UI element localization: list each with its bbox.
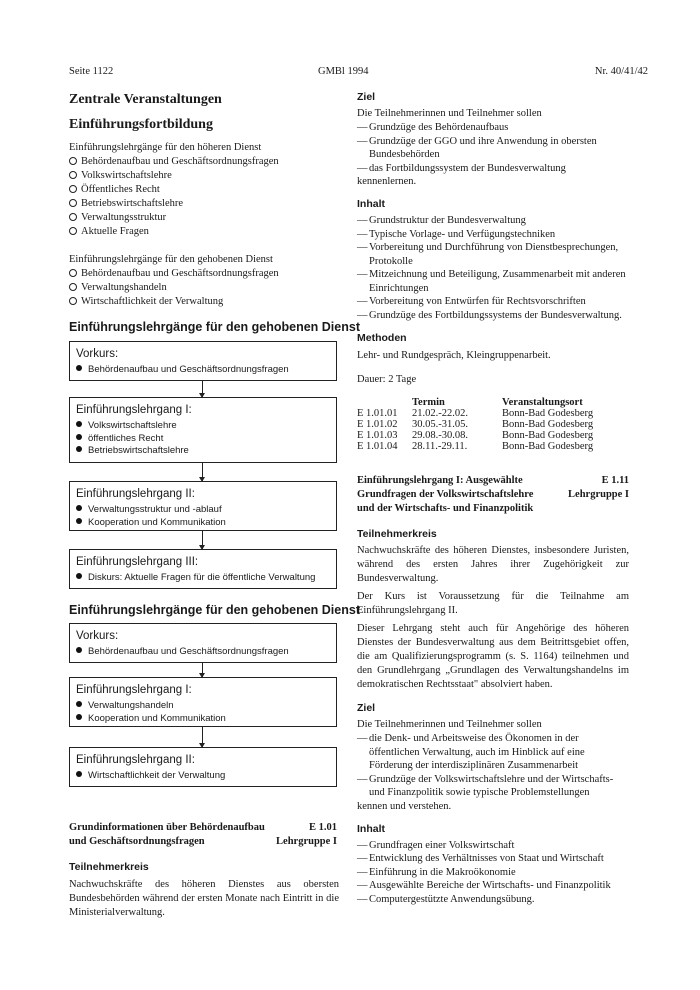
list-item: — Computergestützte Anwendungsübung. [357, 893, 629, 907]
list-item: — die Denk- und Arbeitsweise des Ökonomen in der öffentlichen Verwaltung, auch im Hinblick auf eine Förderung der interdisziplinären Zusammenarbeit [357, 732, 629, 773]
teilnehmer-heading: Teilnehmerkreis [69, 861, 149, 873]
flow-box-title: Einführungslehrgang I: [76, 684, 192, 696]
termine-row [357, 408, 593, 419]
flow-box [69, 623, 337, 663]
teilnehmer2-heading: Teilnehmerkreis [357, 528, 437, 540]
termine-cell-place: Bonn-Bad Godesberg [502, 419, 594, 430]
course2-code: E 1.11 [601, 475, 629, 486]
course-group: Lehrgruppe I [276, 836, 337, 847]
list-item: — Grundzüge der GGO und ihre Anwendung in obersten Bundesbehörden [357, 135, 629, 162]
voraussetzung-text: Der Kurs ist Voraussetzung für die Teilnahme am Einführungslehrgang II. [357, 591, 629, 616]
list-item: — Grundzüge des Behördenaufbaus [357, 121, 629, 135]
down-arrow-icon [202, 381, 203, 397]
flow-box-title: Einführungslehrgang II: [76, 754, 195, 766]
flow-box-title: Vorkurs: [76, 348, 119, 360]
termine-table [357, 397, 593, 452]
termine-cell-date: 21.02.-22.02. [412, 408, 468, 419]
flow-box-item [76, 713, 330, 726]
flow-box-item-text: Diskurs: Aktuelle Fragen für die öffentliche Verwaltung [88, 572, 316, 583]
flow-box-item-text: Verwaltungsstruktur und -ablauf [88, 504, 222, 515]
flow-box [69, 481, 337, 531]
list-item [69, 211, 349, 225]
course-title-line2: und Geschäftsordnungsfragen [69, 836, 205, 847]
bullet-icon [76, 365, 82, 371]
flow-box-item [76, 646, 330, 659]
circle-bullet-icon [69, 171, 77, 179]
course2-title-line3: und der Wirtschafts- und Finanzpolitik [357, 503, 534, 514]
list-item-text: Aktuelle Fragen [81, 226, 149, 237]
inhalt2-heading: Inhalt [357, 822, 385, 835]
list-item [69, 281, 349, 295]
list-item-text: Betriebswirtschaftslehre [81, 198, 184, 209]
termine-cell-code: E 1.01.03 [357, 430, 398, 441]
course-title [69, 821, 337, 849]
flow-box-item-text: Volkswirtschaftslehre [88, 420, 177, 431]
teilnehmer-text: Nachwuchskräfte des höheren Dienstes aus obersten Bundesbehörden während der ersten Monate nach Eintritt in die Ministerialverwaltung. [69, 879, 339, 918]
bullet-icon [76, 434, 82, 440]
termine-cell-date: 28.11.-29.11. [412, 441, 468, 452]
down-arrow-icon [202, 531, 203, 549]
page-number: Seite 1122 [69, 66, 114, 77]
termine-col-termin: Termin [412, 397, 445, 408]
list-item [69, 183, 349, 197]
ziel-heading: Ziel [357, 91, 376, 103]
flow-box-item-text: Verwaltungshandeln [88, 700, 174, 711]
flow-box-item [76, 420, 330, 433]
flow-box-title: Vorkurs: [76, 630, 119, 642]
list-gehoben [69, 253, 349, 309]
course-code: E 1.01 [308, 822, 337, 833]
list-item: — Grundstruktur der Bundesverwaltung [357, 214, 629, 228]
flow-box [69, 747, 337, 787]
teilnehmer2-text: Nachwuchskräfte des höheren Dienstes, insbesondere Juristen, während des ersten Jahres ihrer Zugehörigkeit zur Bundesverwaltung. [357, 545, 629, 584]
bullet-icon [76, 647, 82, 653]
list-item [69, 267, 349, 281]
termine-cell-date: 30.05.-31.05. [412, 419, 468, 430]
termine-cell-code: E 1.01.04 [357, 441, 398, 452]
termine-row [357, 419, 593, 430]
list-item-text: Wirtschaftlichkeit der Verwaltung [81, 296, 224, 307]
list-item-text: Behördenaufbau und Geschäftsordnungsfragen [81, 156, 279, 167]
flow-box-item [76, 364, 330, 377]
issue-number: Nr. 40/41/42 [594, 66, 648, 77]
bullet-icon [76, 446, 82, 452]
flow-box-item [76, 572, 330, 585]
right-column [357, 91, 629, 906]
section-title: Zentrale Veranstaltungen [69, 92, 222, 107]
list-item: — Ausgewählte Bereiche der Wirtschafts- und Finanzpolitik [357, 879, 629, 893]
ziel2-outro: kennen und verstehen. [357, 800, 452, 812]
flow-box-item-text: Wirtschaftlichkeit der Verwaltung [88, 770, 226, 781]
list-item: — Vorbereitung und Durchführung von Dienstbesprechungen, Protokolle [357, 241, 629, 268]
list-item: — das Fortbildungssystem der Bundesverwaltung [357, 162, 629, 176]
inhalt-heading: Inhalt [357, 198, 385, 210]
flow-box-title: Einführungslehrgang III: [76, 556, 199, 568]
circle-bullet-icon [69, 283, 77, 291]
termine-cell-code: E 1.01.01 [357, 408, 398, 419]
circle-bullet-icon [69, 227, 77, 235]
list-item: — Einführung in die Makroökonomie [357, 866, 629, 880]
circle-bullet-icon [69, 297, 77, 305]
flow-box [69, 397, 337, 463]
ziel-outro: kennenlernen. [357, 176, 417, 187]
down-arrow-icon [202, 463, 203, 481]
methoden-text: Lehr- und Rundgespräch, Kleingruppenarbeit. [357, 350, 551, 361]
flow-box-item-text: Betriebswirtschaftslehre [88, 445, 189, 456]
list-item [69, 169, 349, 183]
list-item-text: Öffentliches Recht [81, 184, 160, 195]
list-hoeher [69, 141, 349, 239]
flow-box-title: Einführungslehrgang II: [76, 488, 195, 500]
list-item [69, 295, 349, 309]
list-item-text: Verwaltungsstruktur [81, 212, 167, 223]
flow-box-item [76, 517, 330, 530]
termine-cell-place: Bonn-Bad Godesberg [502, 408, 594, 419]
ziel2-intro: Die Teilnehmerinnen und Teilnehmer sollen [357, 719, 542, 730]
list-heading: Einführungslehrgänge für den höheren Dienst [69, 142, 262, 153]
bullet-icon [76, 505, 82, 511]
flow-box [69, 677, 337, 727]
circle-bullet-icon [69, 185, 77, 193]
bullet-icon [76, 701, 82, 707]
diagram2-heading: Einführungslehrgänge für den gehobenen Dienst [69, 603, 360, 617]
flow-box-title: Einführungslehrgang I: [76, 404, 192, 416]
flow-box-item [76, 433, 330, 446]
course-title-line1: Grundinformationen über Behördenaufbau [69, 822, 265, 833]
flow-box-item [76, 700, 330, 713]
flow-box [69, 341, 337, 381]
list-item [69, 155, 349, 169]
course2-title-line1: Einführungslehrgang I: Ausgewählte [357, 475, 523, 486]
flow-box-item-text: öffentliches Recht [88, 432, 164, 444]
termine-row [357, 430, 593, 441]
circle-bullet-icon [69, 157, 77, 165]
list-item: — Typische Vorlage- und Verfügungstechniken [357, 228, 629, 242]
list-item: — Grundzüge der Volkswirtschaftslehre und der Wirtschafts- und Finanzpolitik sowie typische Problemstellungen [357, 773, 629, 800]
offen-text: Dieser Lehrgang steht auch für Angehörige des höheren Dienstes der Bundesverwaltung aus dem Beitrittsgebiet offen, die am Qualifizierungsprogramm (s. S. 1164) teilnehmen und den Grundlehrgang „Grundlagen des Verwaltungshandelns im demokratischen Rechtsstaat" absolviert haben. [357, 623, 629, 690]
diagram1-heading: Einführungslehrgänge für den gehobenen Dienst [69, 320, 360, 334]
bullet-icon [76, 518, 82, 524]
list-item-text: Volkswirtschaftslehre [81, 170, 172, 181]
course2-group: Lehrgruppe I [568, 489, 629, 500]
ziel-intro: Die Teilnehmerinnen und Teilnehmer sollen [357, 108, 542, 119]
list-item [69, 225, 349, 239]
flow-box-item-text: Behördenaufbau und Geschäftsordnungsfragen [88, 364, 289, 375]
termine-cell-code: E 1.01.02 [357, 419, 398, 430]
list-item [69, 197, 349, 211]
list-item: — Entwicklung des Verhältnisses von Staat und Wirtschaft [357, 852, 629, 866]
termine-col-ort: Veranstaltungsort [502, 397, 583, 408]
list-item: — Grundzüge des Fortbildungssystems der Bundesverwaltung. [357, 309, 629, 323]
circle-bullet-icon [69, 199, 77, 207]
list-item: — Grundfragen einer Volkswirtschaft [357, 839, 629, 853]
bullet-icon [76, 714, 82, 720]
list-item: — Mitzeichnung und Beteiligung, Zusammenarbeit mit anderen Einrichtungen [357, 268, 629, 295]
circle-bullet-icon [69, 269, 77, 277]
termine-row [357, 441, 593, 452]
flow-box-item-text: Kooperation und Kommunikation [88, 712, 226, 724]
flow-box-item-text: Kooperation und Kommunikation [88, 516, 226, 528]
circle-bullet-icon [69, 213, 77, 221]
termine-cell-place: Bonn-Bad Godesberg [502, 430, 594, 441]
course2-title [357, 474, 629, 516]
termine-cell-place: Bonn-Bad Godesberg [502, 441, 594, 452]
course2-title-line2: Grundfragen der Volkswirtschaftslehre [357, 489, 534, 500]
flow-box-item [76, 504, 330, 517]
journal-name: GMBl 1994 [318, 66, 369, 77]
list-item: — Vorbereitung von Entwürfen für Rechtsvorschriften [357, 295, 629, 309]
bullet-icon [76, 573, 82, 579]
methoden-heading: Methoden [357, 332, 407, 344]
list-item-text: Verwaltungshandeln [81, 282, 167, 293]
down-arrow-icon [202, 727, 203, 747]
ziel2-heading: Ziel [357, 702, 376, 714]
flow-box-item [76, 770, 330, 783]
flow-box-item-text: Behördenaufbau und Geschäftsordnungsfragen [88, 646, 289, 657]
section-subtitle: Einführungsfortbildung [69, 117, 213, 132]
termine-cell-date: 29.08.-30.08. [412, 430, 468, 441]
bullet-icon [76, 771, 82, 777]
down-arrow-icon [202, 663, 203, 677]
list-heading: Einführungslehrgänge für den gehobenen Dienst [69, 254, 273, 265]
bullet-icon [76, 421, 82, 427]
list-item-text: Behördenaufbau und Geschäftsordnungsfragen [81, 268, 279, 279]
dauer: Dauer: 2 Tage [357, 374, 417, 385]
flow-box [69, 549, 337, 589]
flow-box-item [76, 445, 330, 458]
